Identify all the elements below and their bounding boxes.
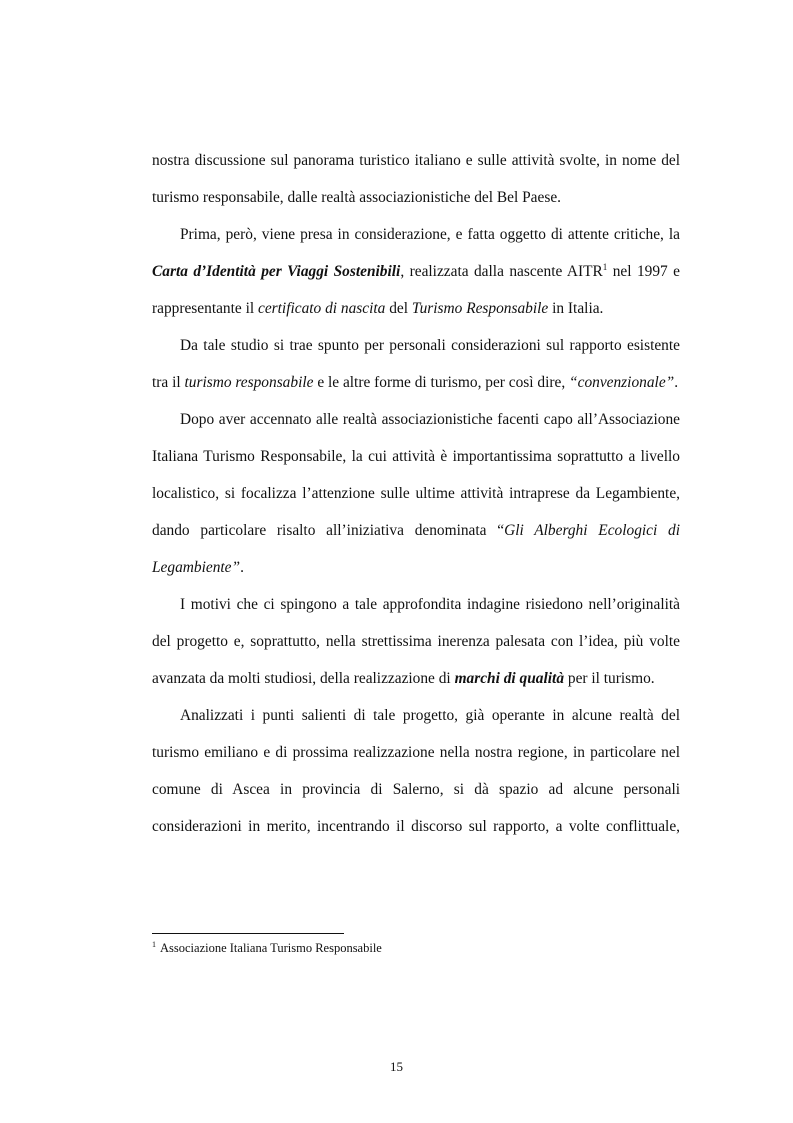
turismo-responsabile-italic: turismo responsabile bbox=[184, 374, 314, 391]
paragraph-4 bbox=[152, 401, 680, 586]
body-text bbox=[152, 142, 680, 845]
footnote-number: 1 bbox=[152, 940, 156, 949]
paragraph-2-text-1: Prima, però, viene presa in considerazione, e fatta oggetto di attente critiche, la bbox=[180, 226, 680, 243]
paragraph-1-text: nostra discussione sul panorama turistico italiano e sulle attività svolte, in nome del turismo responsabile, dalle realtà associazionistiche del Bel Paese. bbox=[152, 152, 680, 206]
paragraph-3-text-1: Da tale studio si trae spunto per personali considerazioni sul rapporto esistente tra il bbox=[152, 337, 680, 391]
footnote-reference: 1 bbox=[602, 262, 608, 272]
certificato-di-nascita-phrase: certificato di nascita bbox=[257, 300, 386, 317]
paragraph-5 bbox=[152, 586, 680, 697]
turismo-responsabile-phrase: Turismo Responsabile bbox=[411, 300, 549, 317]
paragraph-5-text-1: I motivi che ci spingono a tale approfondita indagine risiedono nell’originalità del progetto e, soprattutto, nella strettissima inerenza palesata con l’idea, più volte avanzata da molti studiosi, della realizzazione di bbox=[152, 596, 680, 687]
paragraph-4-text-1: Dopo aver accennato alle realtà associazionistiche facenti capo all’Associazione Italiana Turismo Responsabile, la cui attività è importantissima soprattutto a livello localistico, si focalizza l’attenzione sulle ultime attività intraprese da Legambiente, dando particolare risalto all’iniziativa denominata “ bbox=[152, 411, 680, 539]
alberghi-ecologici-italic: Gli Alberghi Ecologici di Legambiente” bbox=[152, 522, 681, 576]
paragraph-2-text-2: , realizzata dalla nascente AITR bbox=[400, 263, 603, 280]
carta-identita-title: Carta d’Identità per Viaggi Sostenibili bbox=[152, 263, 401, 280]
paragraph-4-text-2: . bbox=[240, 559, 244, 576]
paragraph-6-text: Analizzati i punti salienti di tale progetto, già operante in alcune realtà del turismo emiliano e di prossima realizzazione nella nostra regione, in particolare nel comune di Ascea in provincia di Salerno, si dà spazio ad alcune personali considerazioni in merito, incentrando il discorso sul rapporto, a volte conflittuale, bbox=[152, 707, 680, 835]
footnote bbox=[152, 939, 680, 957]
paragraph-6 bbox=[152, 697, 680, 845]
paragraph-2-text-3: nel 1997 e rappresentante il bbox=[152, 263, 680, 317]
paragraph-2-text-4: del bbox=[385, 300, 412, 317]
convenzionale-italic: “convenzionale” bbox=[569, 374, 675, 391]
paragraph-1 bbox=[152, 142, 680, 216]
paragraph-2-text-5: in Italia. bbox=[548, 300, 604, 317]
footnote-text: Associazione Italiana Turismo Responsabile bbox=[160, 941, 382, 955]
paragraph-3-text-3: . bbox=[674, 374, 679, 391]
paragraph-3 bbox=[152, 327, 680, 401]
marchi-di-qualita-bold: marchi di qualità bbox=[454, 670, 565, 687]
paragraph-2 bbox=[152, 216, 680, 327]
page-number: 15 bbox=[390, 1059, 403, 1074]
paragraph-5-text-2: per il turismo. bbox=[564, 670, 655, 687]
paragraph-3-text-2: e le altre forme di turismo, per così dire, bbox=[313, 374, 570, 391]
footnote-separator bbox=[152, 933, 344, 934]
